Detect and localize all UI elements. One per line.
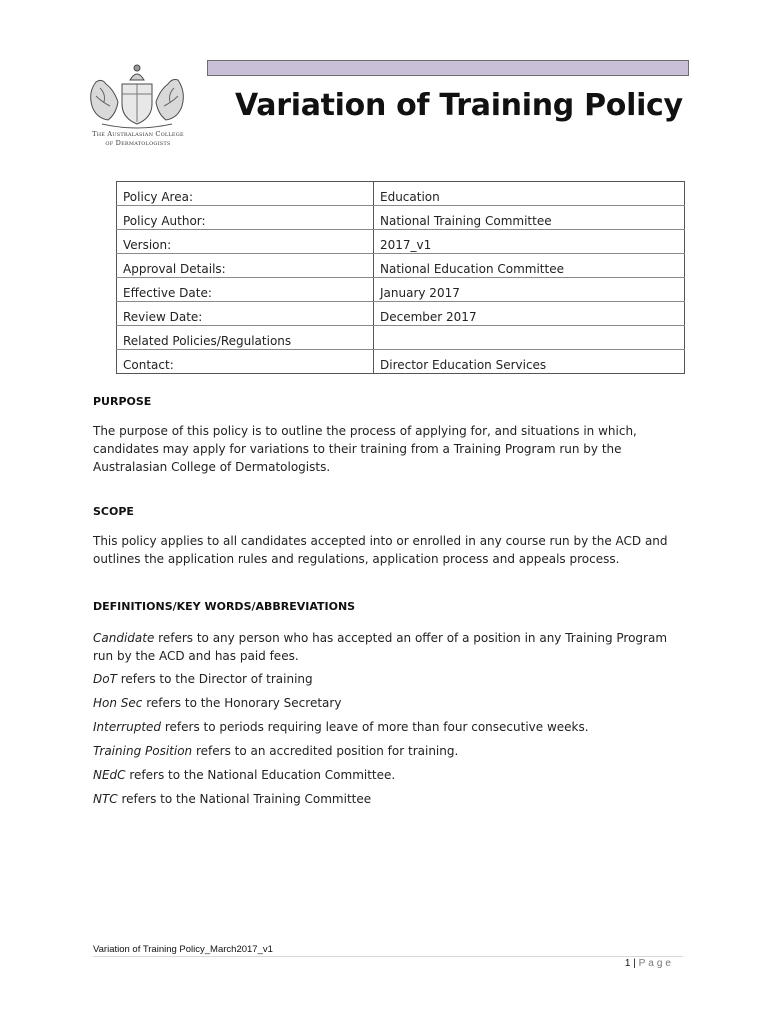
definition-term: Candidate	[93, 631, 155, 645]
definition-text: refers to periods requiring leave of more than four consecutive weeks.	[161, 720, 589, 734]
page-title: Variation of Training Policy	[235, 88, 683, 123]
policy-field-value: National Training Committee	[374, 206, 685, 230]
definition-text: refers to any person who has accepted an offer of a position in any Training Program run by the ACD and has paid fees.	[93, 631, 668, 663]
policy-details-table	[116, 181, 685, 374]
definition-text: refers to the Director of training	[116, 672, 313, 686]
purpose-heading: PURPOSE	[93, 395, 152, 408]
policy-field-label: Policy Area:	[117, 182, 374, 206]
definition-item	[93, 670, 683, 688]
policy-field-label: Contact:	[117, 350, 374, 374]
policy-field-label: Version:	[117, 230, 374, 254]
policy-field-value: January 2017	[374, 278, 685, 302]
policy-field-value: Director Education Services	[374, 350, 685, 374]
policy-field-label: Approval Details:	[117, 254, 374, 278]
scope-text: This policy applies to all candidates accepted into or enrolled in any course run by the ACD and outlines the application rules and regulations, application process and appeals process.	[93, 534, 668, 566]
page-number: 1	[624, 958, 631, 969]
policy-field-label: Effective Date:	[117, 278, 374, 302]
definition-item	[93, 629, 683, 665]
policy-field-value: Education	[374, 182, 685, 206]
college-name-line1: The Australasian College	[92, 130, 184, 138]
policy-field-value: December 2017	[374, 302, 685, 326]
definition-term: Interrupted	[93, 720, 162, 734]
definition-text: refers to the National Training Committee	[117, 792, 372, 806]
footer-page-number	[625, 958, 674, 969]
policy-field-value	[374, 326, 685, 350]
footer-document-name: Variation of Training Policy_March2017_v1	[93, 944, 273, 955]
definition-text: refers to the National Education Committee.	[125, 768, 396, 782]
definition-item	[93, 766, 683, 784]
definitions-heading: DEFINITIONS/KEY WORDS/ABBREVIATIONS	[93, 600, 356, 613]
policy-table-row	[117, 230, 685, 254]
definition-term: NTC	[93, 792, 118, 806]
policy-table-row	[117, 278, 685, 302]
policy-table-row	[117, 206, 685, 230]
definition-term: NEdC	[93, 768, 126, 782]
policy-table-row	[117, 326, 685, 350]
definition-text: refers to the Honorary Secretary	[142, 696, 342, 710]
policy-field-label: Related Policies/Regulations	[117, 326, 374, 350]
college-name	[68, 130, 208, 148]
page-separator: |	[633, 958, 636, 969]
scope-heading: SCOPE	[93, 505, 134, 518]
policy-table-row	[117, 302, 685, 326]
policy-field-value: 2017_v1	[374, 230, 685, 254]
page-label: Page	[638, 958, 674, 969]
definition-term: Hon Sec	[93, 696, 143, 710]
policy-field-label: Review Date:	[117, 302, 374, 326]
policy-table-row	[117, 182, 685, 206]
definition-item	[93, 694, 683, 712]
definition-item	[93, 718, 683, 736]
college-crest-logo	[82, 62, 192, 130]
footer-divider	[93, 956, 683, 957]
definition-item	[93, 742, 683, 760]
header-color-bar	[207, 60, 689, 76]
policy-field-label: Policy Author:	[117, 206, 374, 230]
college-name-line2: of Dermatologists	[105, 139, 171, 147]
definition-text: refers to an accredited position for training.	[192, 744, 459, 758]
policy-table-row	[117, 350, 685, 374]
definition-term: Training Position	[93, 744, 193, 758]
definition-item	[93, 790, 683, 808]
purpose-text: The purpose of this policy is to outline the process of applying for, and situations in which, candidates may apply for variations to their training from a Training Program run by the Australasian College of Dermatologists.	[93, 424, 637, 474]
policy-table-row	[117, 254, 685, 278]
policy-field-value: National Education Committee	[374, 254, 685, 278]
definition-term: DoT	[93, 672, 117, 686]
